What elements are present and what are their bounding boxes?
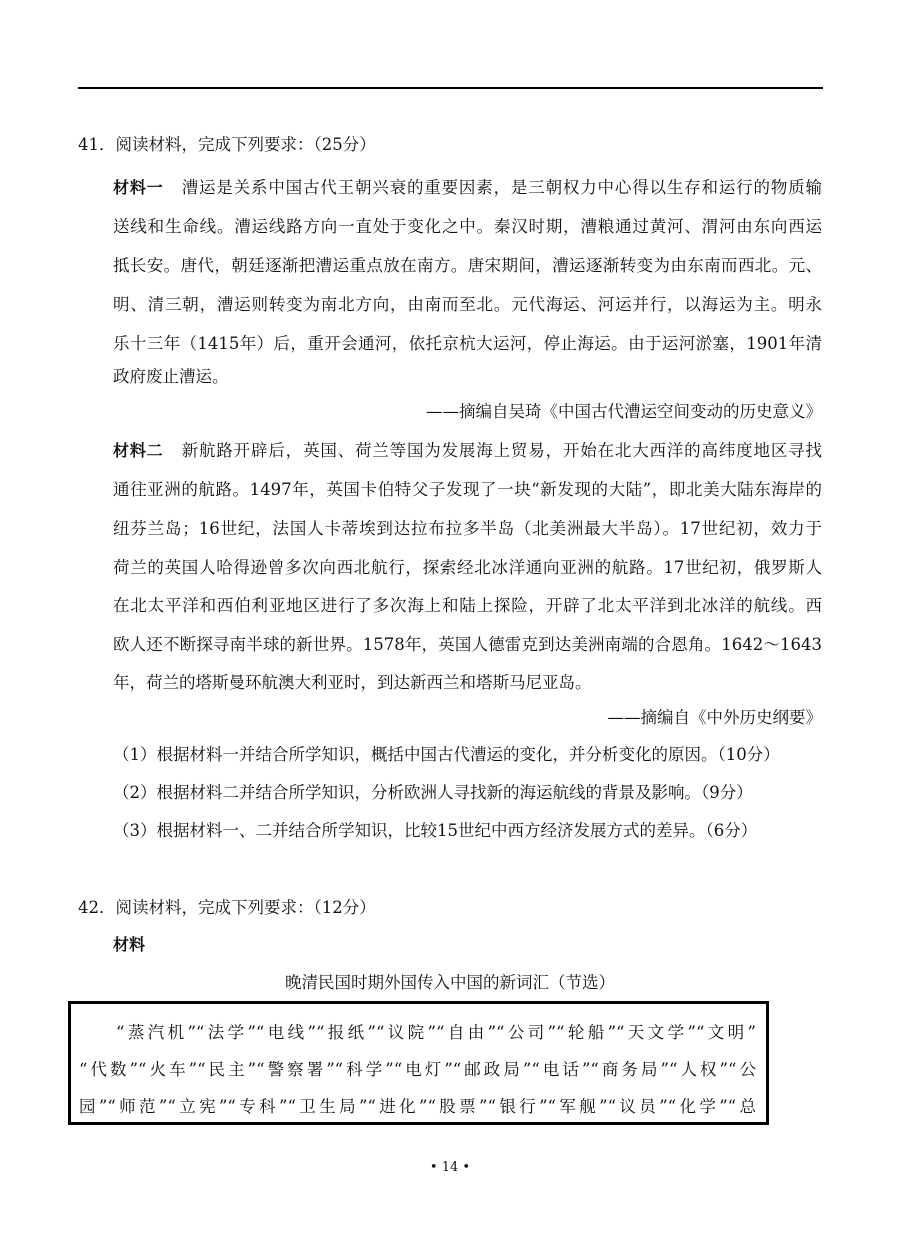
material-2-line: 纽芬兰岛；16世纪，法国人卡蒂埃到达拉布拉多半岛（北美洲最大半岛）。17世纪初，效力于 <box>113 519 822 538</box>
material-label <box>113 935 145 955</box>
material-1-line <box>113 178 822 198</box>
material-2-line: 荷兰的英国人哈得逊曾多次向西北航行，探索经北冰洋通向亚洲的航路。17世纪初，俄罗斯人 <box>113 558 822 577</box>
material-2-citation: ——摘编自《中外历史纲要》 <box>607 708 822 727</box>
page-number: • 14 • <box>429 1160 471 1175</box>
sub-question-1: （1）根据材料一并结合所学知识，概括中国古代漕运的变化，并分析变化的原因。（10分） <box>113 745 780 764</box>
material-label-text: 材料 <box>113 935 146 954</box>
material-1-line: 抵长安。唐代，朝廷逐渐把漕运重点放在南方。唐宋期间，漕运逐渐转变为由东南而西北。元、 <box>113 256 822 275</box>
material-2-line <box>113 441 822 461</box>
material-1-line: 政府废止漕运。 <box>113 367 229 386</box>
material-1-line: 明、清三朝，漕运则转变为南北方向，由南而至北。元代海运、河运并行，以海运为主。明永 <box>113 295 822 314</box>
material-1-text: 漕运是关系中国古代王朝兴衰的重要因素，是三朝权力中心得以生存和运行的物质输 <box>181 178 822 197</box>
material-2-label: 材料二 <box>113 441 164 460</box>
material-2-line: 欧人还不断探寻南半球的新世界。1578年，英国人德雷克到达美洲南端的合恩角。1642～1643 <box>113 635 822 654</box>
material-1-citation: ——摘编自吴琦《中国古代漕运空间变动的历史意义》 <box>426 402 822 421</box>
material-2-text: 新航路开辟后，英国、荷兰等国为发展海上贸易，开始在北大西洋的高纬度地区寻找 <box>181 441 822 460</box>
question-42-header: 42．阅读材料，完成下列要求：（12分） <box>78 898 376 917</box>
vocabulary-line: 园”“师范”“立宪”“专科”“卫生局”“进化”“股票”“银行”“军舰”“议员”“化学”“总 <box>79 1097 756 1116</box>
material-1-label: 材料一 <box>113 178 164 197</box>
vocabulary-line: “代数”“火车”“民主”“警察署”“科学”“电灯”“邮政局”“电话”“商务局”“人权”“公 <box>79 1060 756 1079</box>
material-2-line: 通往亚洲的航路。1497年，英国卡伯特父子发现了一块“新发现的大陆”，即北美大陆东海岸的 <box>113 480 822 499</box>
vocabulary-box <box>68 1001 769 1125</box>
table-title: 晚清民国时期外国传入中国的新词汇（节选） <box>285 973 615 992</box>
material-1-line: 乐十三年（1415年）后，重开会通河，依托京杭大运河，停止海运。由于运河淤塞，1901年清 <box>113 334 822 353</box>
vocabulary-line: “蒸汽机”“法学”“电线”“报纸”“议院”“自由”“公司”“轮船”“天文学”“文明” <box>116 1023 756 1042</box>
material-2-line: 年，荷兰的塔斯曼环航澳大利亚时，到达新西兰和塔斯马尼亚岛。 <box>113 673 592 692</box>
material-2-line: 在北太平洋和西伯利亚地区进行了多次海上和陆上探险，开辟了北太平洋到北冰洋的航线。西 <box>113 596 822 615</box>
sub-question-2: （2）根据材料二并结合所学知识，分析欧洲人寻找新的海运航线的背景及影响。（9分） <box>113 783 753 802</box>
material-1-line: 送线和生命线。漕运线路方向一直处于变化之中。秦汉时期，漕粮通过黄河、渭河由东向西运 <box>113 217 822 236</box>
header-rule <box>78 87 823 89</box>
sub-question-3: （3）根据材料一、二并结合所学知识，比较15世纪中西方经济发展方式的差异。（6分） <box>113 821 758 840</box>
question-41-header: 41．阅读材料，完成下列要求：（25分） <box>78 135 376 154</box>
